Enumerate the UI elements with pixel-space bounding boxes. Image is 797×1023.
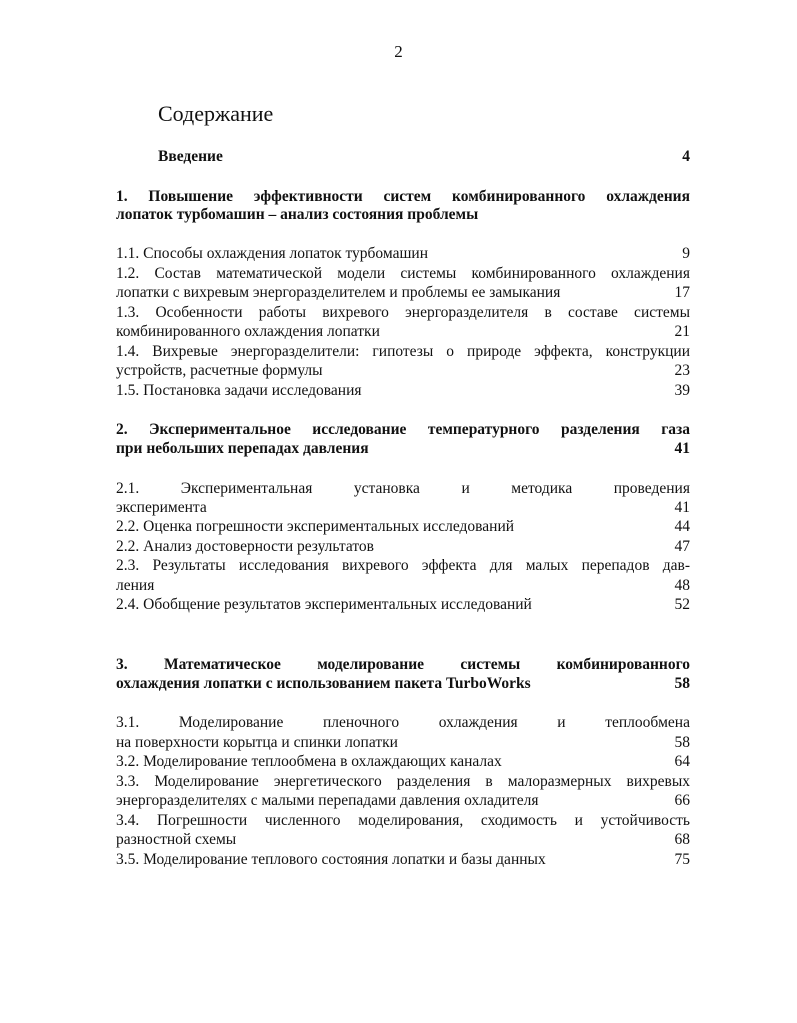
toc-entry-label: разностной схемы [116, 831, 237, 848]
toc-entry-label: комбинированного охлаждения лопатки [116, 323, 380, 340]
toc-page-number: 21 [674, 323, 690, 340]
toc-entry-3-3-line-2 [116, 792, 690, 810]
toc-entry-label: 2.2. Анализ достоверности результатов [116, 538, 374, 555]
toc-entry-3-1-line-2 [116, 734, 690, 752]
toc-entry-1-3-line-2 [116, 323, 690, 341]
word: 3.1. [116, 714, 140, 731]
toc-page-number: 41 [674, 440, 690, 457]
word: установка [353, 480, 420, 497]
word: проведения [613, 480, 690, 497]
word: методика [511, 480, 573, 497]
word: теплообмена [605, 714, 690, 731]
toc-page-number: 66 [674, 792, 690, 809]
toc-page-number: 58 [674, 734, 690, 751]
toc-entry-2-3-line-2 [116, 577, 690, 595]
toc-entry-label: 2.2. Оценка погрешности экспериментальных исследований [116, 518, 515, 535]
word: и [461, 480, 470, 497]
toc-entry-2-3-line-1: 2.3. Результаты исследования вихревого эффекта для малых перепадов дав- [116, 557, 690, 574]
toc-entry-2-2 [116, 518, 690, 536]
toc-page-number: 4 [682, 148, 690, 165]
toc-entry-label: ления [116, 577, 155, 594]
toc-entry-label: 1.5. Постановка задачи исследования [116, 382, 362, 399]
word: системы [460, 656, 521, 673]
toc-page-number: 47 [674, 538, 690, 555]
word: и [557, 714, 566, 731]
toc-entry-label: на поверхности корытца и спинки лопатки [116, 734, 398, 751]
toc-entry-3-4-line-2 [116, 831, 690, 849]
toc-page-number: 41 [674, 499, 690, 516]
toc-entry-1-3-line-1: 1.3. Особенности работы вихревого энергоразделителя в составе системы [116, 304, 690, 321]
word: Математическое [163, 656, 281, 673]
page-title: Содержание [158, 101, 274, 126]
chapter-2-heading-line-2 [116, 440, 690, 458]
toc-entry-3-5 [116, 851, 690, 869]
toc-page-number: 23 [674, 362, 690, 379]
chapter-3-heading-line-1 [116, 656, 690, 674]
toc-page-number: 44 [674, 518, 690, 535]
word: моделирование [317, 656, 425, 673]
toc-entry-intro [158, 148, 690, 166]
word: охлаждения [438, 714, 518, 731]
toc-page-number: 48 [674, 577, 690, 594]
toc-page-number: 39 [674, 382, 690, 399]
toc-entry-label: 2.4. Обобщение результатов экспериментальных исследований [116, 596, 532, 613]
toc-entry-1-1 [116, 245, 690, 263]
toc-entry-label: 3.5. Моделирование теплового состояния лопатки и базы данных [116, 851, 546, 868]
page-number: 2 [394, 42, 403, 61]
toc-entry-2-2b [116, 538, 690, 556]
chapter-2-heading-line-1: 2. Экспериментальное исследование температурного разделения газа [116, 421, 690, 438]
toc-entry-3-3-line-1: 3.3. Моделирование энергетического разделения в малоразмерных вихревых [116, 773, 690, 790]
toc-entry-2-1-line-2 [116, 499, 690, 517]
toc-entry-label: лопатки с вихревым энергоразделителем и проблемы ее замыкания [116, 284, 561, 301]
toc-entry-label: устройств, расчетные формулы [116, 362, 323, 379]
toc-entry-label: Введение [158, 148, 223, 165]
toc-entry-label: эксперимента [116, 499, 207, 516]
chapter-1-heading-line-1: 1. Повышение эффективности систем комбинированного охлаждения [116, 188, 690, 205]
word: пленочного [322, 714, 400, 731]
toc-entry-label: 1.1. Способы охлаждения лопаток турбомашин [116, 245, 428, 262]
toc-entry-label: 3.2. Моделирование теплообмена в охлаждающих каналах [116, 753, 502, 770]
toc-page-number: 52 [674, 596, 690, 613]
toc-page-number: 9 [682, 245, 690, 262]
toc-page-number: 68 [674, 831, 690, 848]
toc-entry-1-2-line-2 [116, 284, 690, 302]
toc-entry-2-1-line-1 [116, 480, 690, 498]
word: Моделирование [178, 714, 284, 731]
toc-entry-3-2 [116, 753, 690, 771]
toc-entry-1-4-line-2 [116, 362, 690, 380]
toc-entry-label: при небольших перепадах давления [116, 440, 369, 457]
toc-entry-1-2-line-1: 1.2. Состав математической модели системы комбинированного охлаждения [116, 265, 690, 282]
toc-page-number: 75 [674, 851, 690, 868]
toc-entry-label: энергоразделителях с малыми перепадами давления охладителя [116, 792, 539, 809]
toc-entry-1-5 [116, 382, 690, 400]
word: 3. [116, 656, 128, 673]
word: 2.1. [116, 480, 140, 497]
toc-entry-3-1-line-1 [116, 714, 690, 732]
toc-page-number: 58 [674, 675, 690, 692]
word: Экспериментальная [180, 480, 313, 497]
toc-entry-1-4-line-1: 1.4. Вихревые энергоразделители: гипотезы о природе эффекта, конструкции [116, 343, 690, 360]
chapter-1-heading-line-2: лопаток турбомашин – анализ состояния проблемы [116, 206, 479, 223]
chapter-3-heading-line-2 [116, 675, 690, 693]
toc-page-number: 17 [674, 284, 690, 301]
toc-page-number: 64 [674, 753, 690, 770]
toc-entry-label: охлаждения лопатки с использованием пакета TurboWorks [116, 675, 531, 692]
toc-entry-2-4 [116, 596, 690, 614]
toc-entry-3-4-line-1: 3.4. Погрешности численного моделирования, сходимость и устойчивость [116, 812, 690, 829]
word: комбинированного [556, 656, 690, 673]
